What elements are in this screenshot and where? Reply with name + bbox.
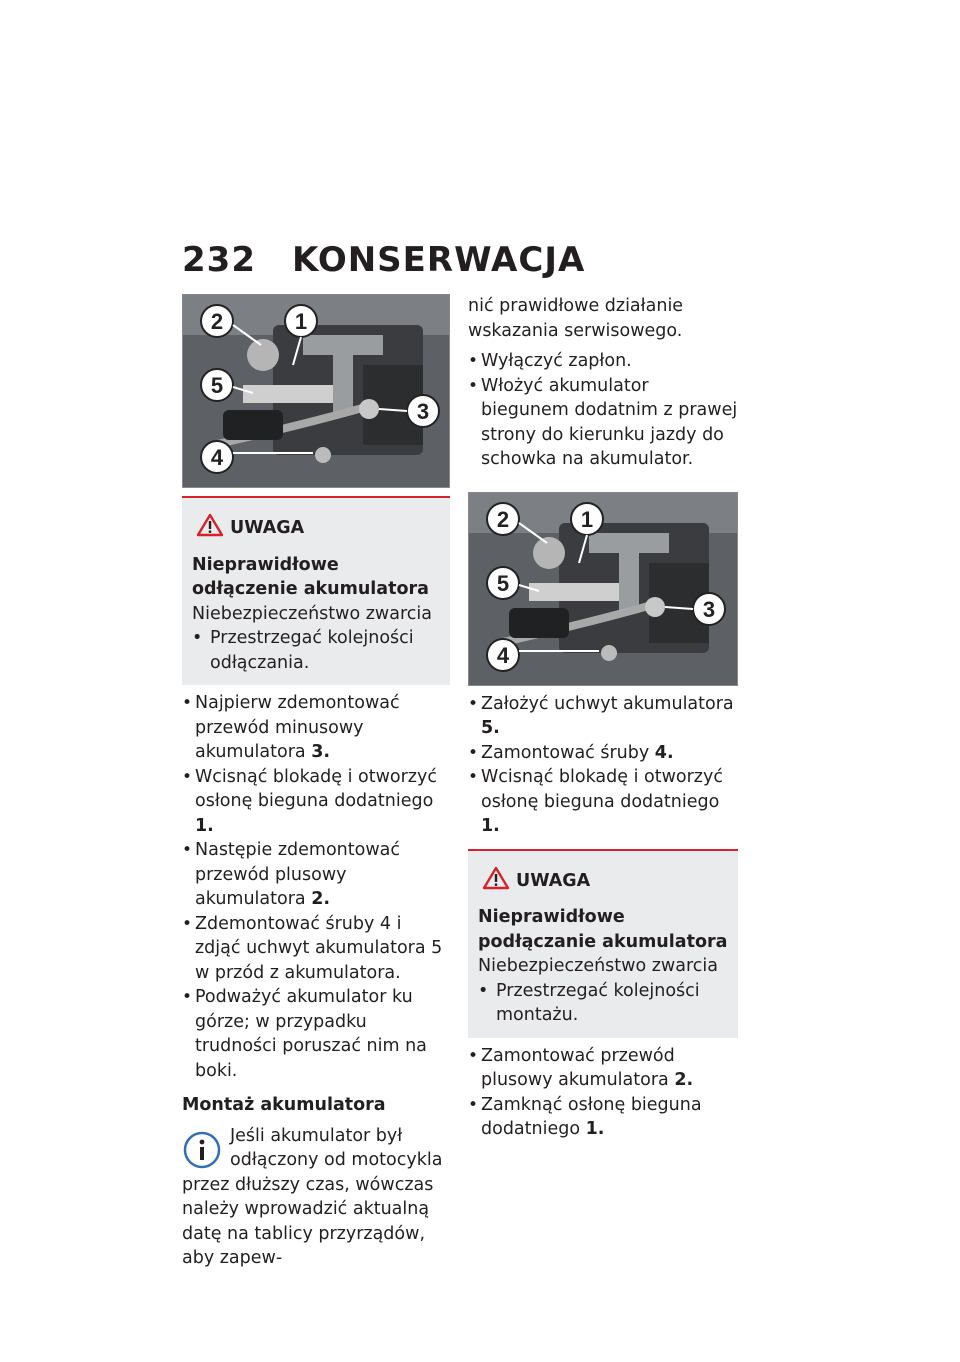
warning-subtitle: Niebezpieczeństwo zwarcia [478, 956, 718, 976]
battery-photo-installation [468, 492, 738, 686]
page-header [182, 240, 585, 280]
photo-label: 4 [496, 642, 510, 668]
photo-label: 3 [702, 596, 716, 622]
warning-subtitle: Niebezpieczeństwo zwarcia [192, 603, 432, 624]
left-column [182, 294, 450, 1271]
installation-steps-b [468, 692, 738, 839]
photo-label: 2 [496, 506, 510, 532]
photo-label: 5 [210, 373, 224, 398]
photo-label: 1 [580, 506, 594, 532]
page-number: 232 [182, 240, 256, 280]
warning-label: UWAGA [230, 516, 440, 541]
warning-label: UWAGA [516, 869, 728, 894]
photo-label: 5 [496, 570, 510, 596]
list-item: • Włożyć akumulator biegunem dodatnim z prawej strony do kierunku jazdy do schowka na akumulator. [468, 374, 738, 472]
list-item: • Zamontować śruby 4. [468, 741, 738, 766]
continued-text: nić prawidłowe działanie wskazania serwisowego. [468, 296, 684, 341]
info-text: Jeśli akumulator był odłączony od motocykla przez dłuższy czas, wówczas należy wprowadzić aktualną datę na tablicy przyrządów, aby zapew- [182, 1125, 443, 1268]
list-item: • Podważyć akumulator ku górze; w przypadku trudności poruszać nim na boki. [182, 985, 450, 1083]
installation-steps-a [468, 349, 738, 472]
list-item: • Zdemontować śruby 4 i zdjąć uchwyt akumulatora 5 w przód z akumulatora. [182, 912, 450, 986]
photo-label: 2 [210, 309, 224, 334]
list-item: • Zamknąć osłonę bieguna dodatniego 1. [468, 1093, 738, 1142]
warning-title: Nieprawidłowe podłączanie akumulatora [478, 907, 728, 952]
warning-triangle-icon [196, 513, 224, 537]
photo-label: 4 [210, 445, 224, 470]
list-item: • Wcisnąć blokadę i otworzyć osłonę bieguna dodatniego 1. [468, 765, 738, 839]
list-item: • Wcisnąć blokadę i otworzyć osłonę bieguna dodatniego 1. [182, 765, 450, 839]
warning-item: • Przestrzegać kolejności odłączania. [192, 626, 440, 675]
section-title-installation: Montaż akumulatora [182, 1095, 386, 1115]
battery-illustration [183, 295, 450, 488]
photo-label: 1 [294, 309, 308, 334]
battery-photo-removal [182, 294, 450, 488]
info-icon [182, 1130, 222, 1170]
list-item: • Założyć uchwyt akumulatora 5. [468, 692, 738, 741]
battery-illustration [469, 493, 738, 686]
list-item: • Najpierw zdemontować przewód minusowy akumulatora 3. [182, 691, 450, 765]
list-item: • Wyłączyć zapłon. [468, 349, 738, 374]
removal-steps [182, 691, 450, 1083]
page-title: KONSERWACJA [292, 240, 586, 280]
info-note [182, 1124, 450, 1271]
warning-item: • Przestrzegać kolejności montażu. [478, 979, 728, 1028]
warning-box-connect [468, 849, 738, 1038]
list-item: • Zamontować przewód plusowy akumulatora 2. [468, 1044, 738, 1093]
photo-label: 3 [416, 399, 430, 424]
warning-title: Nieprawidłowe odłączenie akumulatora [192, 554, 429, 599]
right-column [468, 294, 738, 1142]
list-item: • Następie zdemontować przewód plusowy akumulatora 2. [182, 838, 450, 912]
warning-triangle-icon [482, 866, 510, 890]
warning-box-disconnect [182, 496, 450, 685]
installation-steps-c [468, 1044, 738, 1142]
